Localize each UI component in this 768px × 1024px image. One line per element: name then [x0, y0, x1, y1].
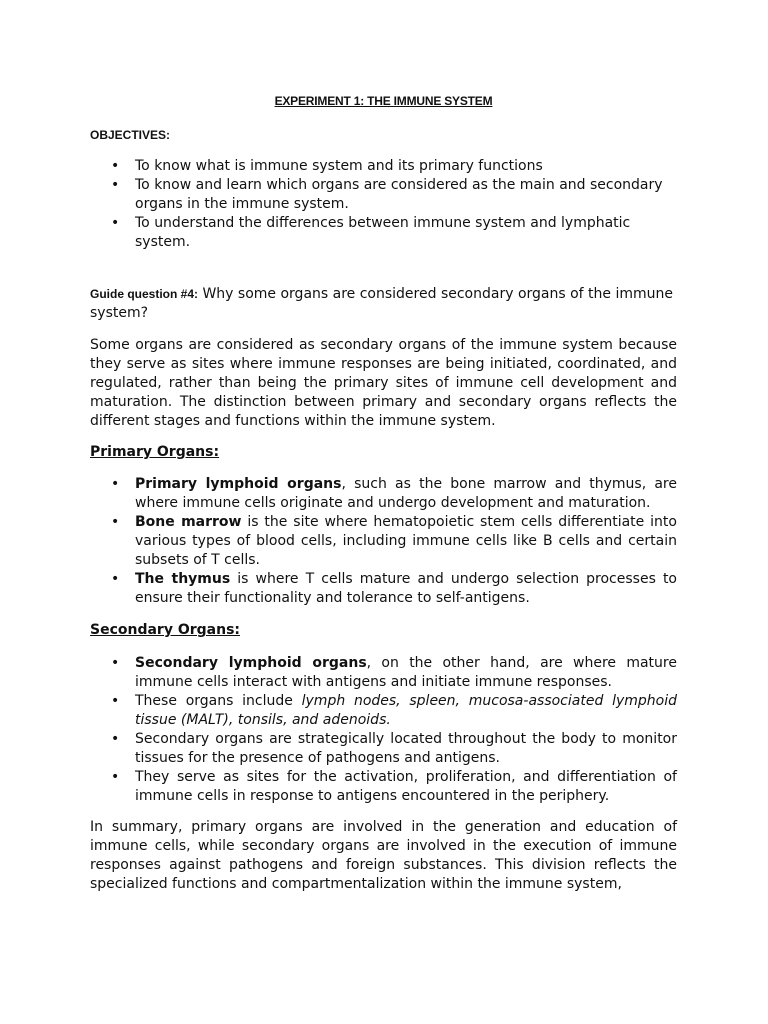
- guide-question-text: Why some organs are considered secondary organs of the immune system?: [90, 286, 673, 321]
- list-item: • Secondary lymphoid organs, on the other hand, are where mature immune cells interact with antigens and initiate immune responses.: [111, 655, 677, 690]
- secondary-organs-heading: Secondary Organs:: [90, 622, 241, 638]
- list-item: • They serve as sites for the activation, proliferation, and differentiation of immune cells in response to antigens encountered in the periphery.: [111, 769, 677, 804]
- bullet-icon: •: [111, 177, 120, 193]
- document-title: EXPERIMENT 1: THE IMMUNE SYSTEM: [274, 94, 493, 108]
- bullet-icon: •: [111, 769, 120, 785]
- list-item: • To understand the differences between immune system and lymphatic system.: [111, 215, 631, 250]
- guide-question: [90, 285, 677, 323]
- list-item: • The thymus is where T cells mature and undergo selection processes to ensure their functionality and tolerance to self-antigens.: [111, 571, 678, 606]
- list-item: • These organs include lymph nodes, spleen, mucosa-associated lymphoid tissue (MALT), tonsils, and adenoids.: [111, 693, 677, 728]
- answer-paragraph: Some organs are considered as secondary organs of the immune system because they serve as sites where immune responses are being initiated, coordinated, and regulated, rather than being the primary sites of immune cell development and maturation. The distinction between primary and secondary organs reflects the different stages and functions within the immune system.: [90, 337, 677, 429]
- list-item: • To know what is immune system and its primary functions: [111, 158, 543, 174]
- objectives-heading: OBJECTIVES:: [90, 128, 171, 142]
- bullet-icon: •: [111, 476, 120, 492]
- primary-organs-heading: Primary Organs:: [90, 444, 220, 460]
- summary-paragraph: In summary, primary organs are involved in the generation and education of immune cells, while secondary organs are involved in the execution of immune responses against pathogens and foreign substances. This division reflects the specialized functions and compartmentalization within the immune system,: [90, 819, 677, 892]
- objectives-list: [90, 157, 677, 252]
- list-item: • Primary lymphoid organs, such as the bone marrow and thymus, are where immune cells originate and undergo development and maturation.: [111, 476, 677, 511]
- guide-question-label: Guide question #4:: [90, 287, 199, 301]
- bullet-icon: •: [111, 571, 120, 587]
- primary-organs-list: [90, 475, 677, 608]
- bullet-icon: •: [111, 514, 120, 530]
- bullet-icon: •: [111, 655, 120, 671]
- bullet-icon: •: [111, 158, 120, 174]
- bullet-icon: •: [111, 693, 120, 709]
- list-item: • Bone marrow is the site where hematopoietic stem cells differentiate into various types of blood cells, including immune cells like B cells and certain subsets of T cells.: [111, 514, 677, 568]
- bullet-icon: •: [111, 215, 120, 231]
- bullet-icon: •: [111, 731, 120, 747]
- list-item: • To know and learn which organs are considered as the main and secondary organs in the immune system.: [111, 177, 663, 212]
- list-item: • Secondary organs are strategically located throughout the body to monitor tissues for the presence of pathogens and antigens.: [111, 731, 677, 766]
- secondary-organs-list: [90, 654, 677, 806]
